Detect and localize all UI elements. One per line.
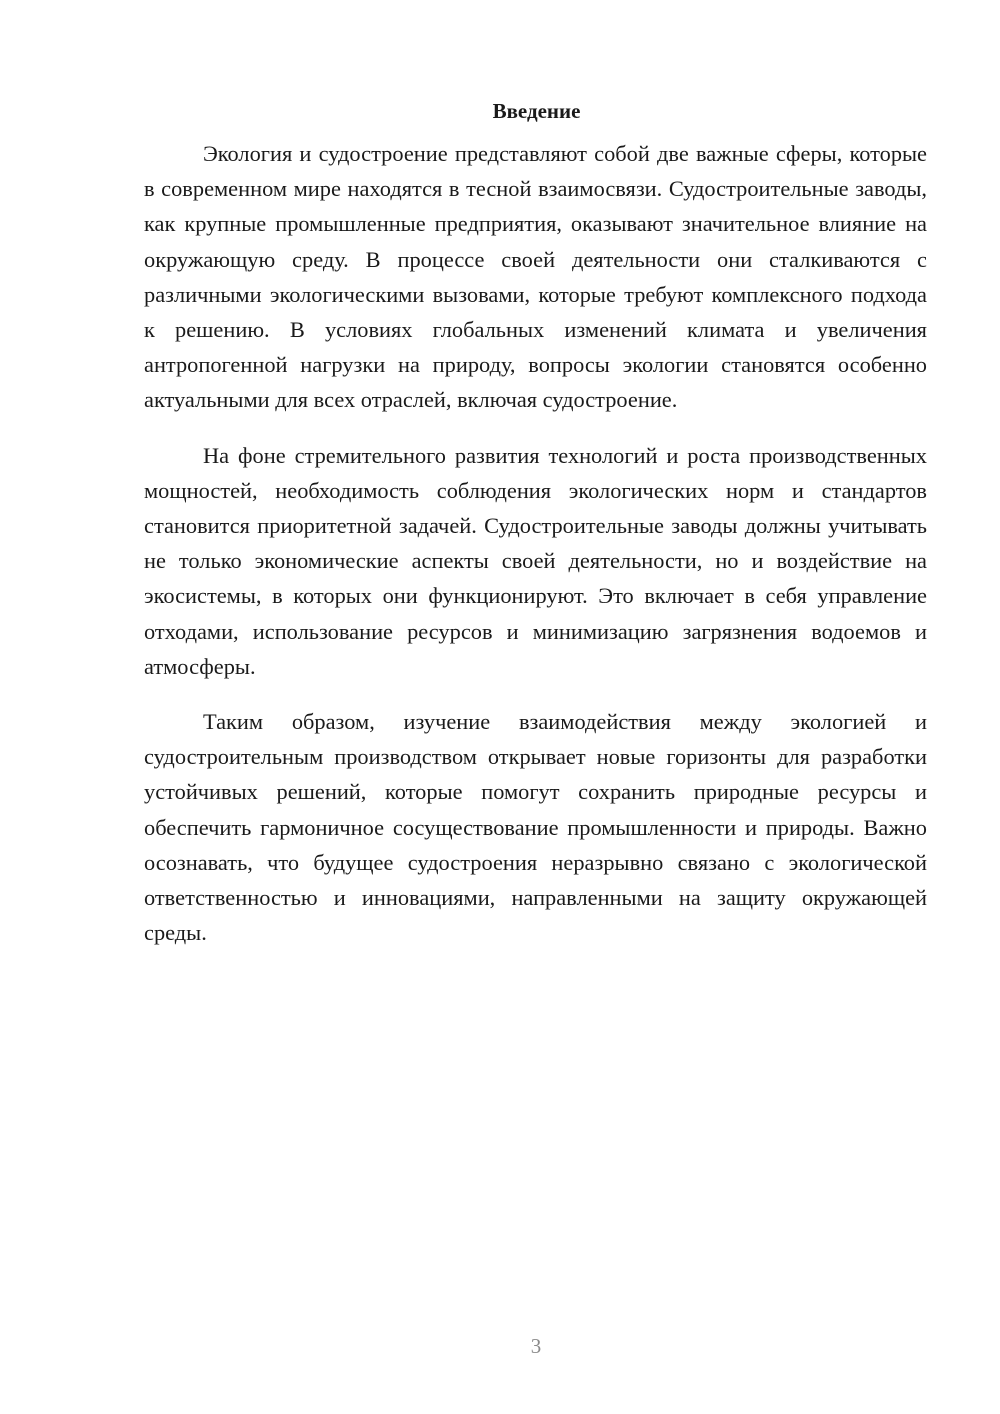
section-title: Введение: [492, 99, 581, 123]
document-page: [144, 96, 927, 970]
paragraph-1: Экология и судостроение представляют собой две важные сферы, которые в современном мире находятся в тесной взаимосвязи. Судостроительные заводы, как крупные промышленные предприятия, оказывают значительное влияние на окружающую среду. В процессе своей деятельности они сталкиваются с различными экологическими вызовами, которые требуют комплексного подхода к решению. В условиях глобальных изменений климата и увеличения антропогенной нагрузки на природу, вопросы экологии становятся особенно актуальными для всех отраслей, включая судостроение.: [144, 141, 927, 413]
paragraph-3: Таким образом, изучение взаимодействия между экологией и судостроительным производством открывает новые горизонты для разработки устойчивых решений, которые помогут сохранить природные ресурсы и обеспечить гармоничное сосуществование промышленности и природы. Важно осознавать, что будущее судостроения неразрывно связано с экологической ответственностью и инновациями, направленными на защиту окружающей среды.: [144, 709, 927, 946]
page-number: 3: [530, 1334, 542, 1358]
paragraph-2: На фоне стремительного развития технологий и роста производственных мощностей, необходимость соблюдения экологических норм и стандартов становится приоритетной задачей. Судостроительные заводы должны учитывать не только экономические аспекты своей деятельности, но и воздействие на экосистемы, в которых они функционируют. Это включает в себя управление отходами, использование ресурсов и минимизацию загрязнения водоемов и атмосферы.: [144, 442, 927, 679]
